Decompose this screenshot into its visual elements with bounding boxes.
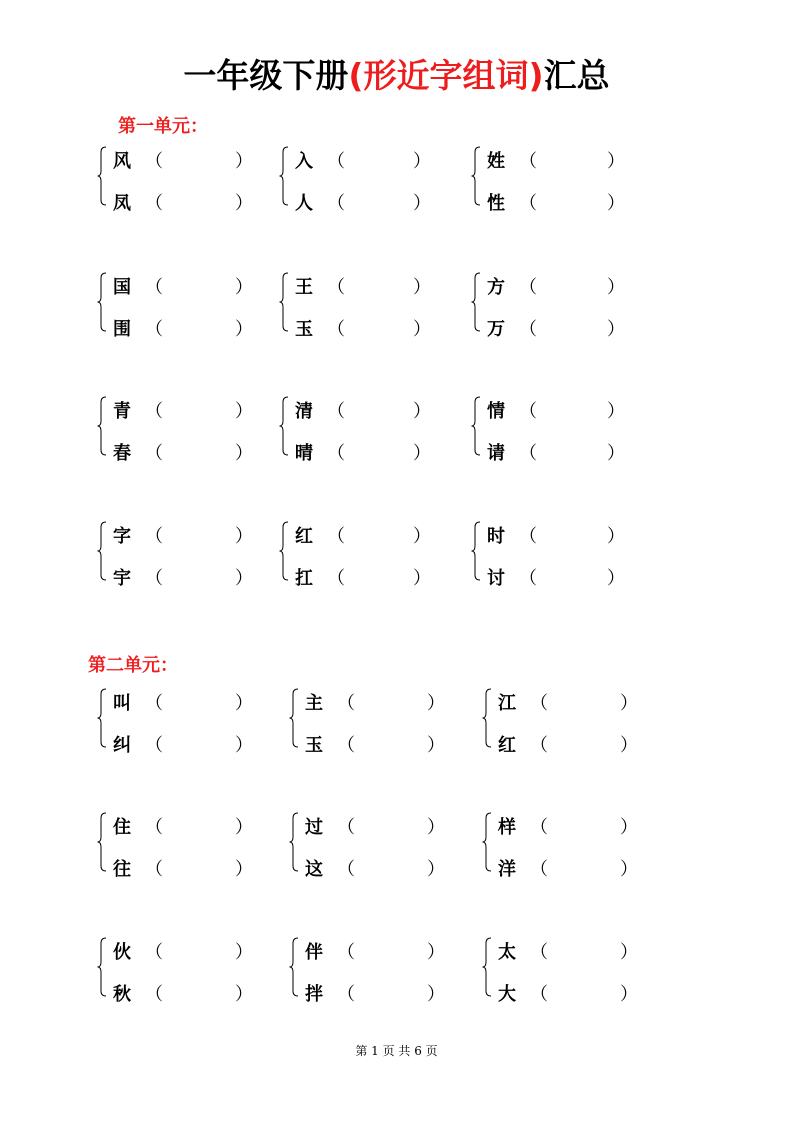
close-paren: ） bbox=[235, 735, 253, 756]
character: 主 bbox=[305, 693, 323, 714]
close-paren: ） bbox=[620, 817, 638, 838]
character: 国 bbox=[113, 277, 131, 298]
brace-icon bbox=[279, 396, 289, 456]
character: 讨 bbox=[487, 568, 505, 589]
word-blank-row[interactable] bbox=[113, 567, 253, 591]
page-footer: 第 1 页 共 6 页 bbox=[355, 1044, 438, 1058]
open-paren: （ bbox=[145, 401, 163, 422]
open-paren: （ bbox=[519, 319, 537, 340]
character: 秋 bbox=[113, 984, 131, 1005]
word-blank-row[interactable] bbox=[305, 692, 445, 716]
word-blank-row[interactable] bbox=[295, 567, 431, 591]
character: 宇 bbox=[113, 568, 131, 589]
word-pair-group bbox=[482, 941, 638, 1007]
character: 往 bbox=[113, 859, 131, 880]
character: 这 bbox=[305, 859, 323, 880]
word-pair-group bbox=[289, 816, 445, 882]
open-paren: （ bbox=[145, 443, 163, 464]
word-blank-row[interactable] bbox=[113, 525, 253, 549]
word-blank-row[interactable] bbox=[295, 400, 431, 424]
open-paren: （ bbox=[327, 151, 345, 172]
word-blank-row[interactable] bbox=[498, 941, 638, 965]
brace-icon bbox=[97, 521, 107, 581]
close-paren: ） bbox=[620, 693, 638, 714]
close-paren: ） bbox=[413, 319, 431, 340]
close-paren: ） bbox=[607, 151, 625, 172]
word-blank-row[interactable] bbox=[295, 276, 431, 300]
word-pair-group bbox=[97, 150, 253, 216]
word-pair-group bbox=[97, 692, 253, 758]
brace-icon bbox=[471, 272, 481, 332]
close-paren: ） bbox=[607, 277, 625, 298]
word-blank-row[interactable] bbox=[113, 816, 253, 840]
character: 扛 bbox=[295, 568, 313, 589]
close-paren: ） bbox=[235, 693, 253, 714]
character: 春 bbox=[113, 443, 131, 464]
character: 入 bbox=[295, 151, 313, 172]
close-paren: ） bbox=[427, 817, 445, 838]
open-paren: （ bbox=[337, 984, 355, 1005]
close-paren: ） bbox=[620, 942, 638, 963]
brace-icon bbox=[471, 396, 481, 456]
character: 玉 bbox=[295, 319, 313, 340]
close-paren: ） bbox=[235, 859, 253, 880]
open-paren: （ bbox=[530, 693, 548, 714]
word-blank-row[interactable] bbox=[498, 734, 638, 758]
word-blank-row[interactable] bbox=[305, 858, 445, 882]
open-paren: （ bbox=[327, 443, 345, 464]
character: 请 bbox=[487, 443, 505, 464]
open-paren: （ bbox=[327, 401, 345, 422]
character: 红 bbox=[295, 526, 313, 547]
word-pair-group bbox=[97, 400, 253, 466]
open-paren: （ bbox=[145, 817, 163, 838]
word-pair-group bbox=[471, 400, 625, 466]
word-blank-row[interactable] bbox=[295, 318, 431, 342]
close-paren: ） bbox=[607, 319, 625, 340]
close-paren: ） bbox=[235, 319, 253, 340]
character: 方 bbox=[487, 277, 505, 298]
character: 大 bbox=[498, 984, 516, 1005]
open-paren: （ bbox=[327, 526, 345, 547]
brace-icon bbox=[97, 396, 107, 456]
word-blank-row[interactable] bbox=[113, 692, 253, 716]
close-paren: ） bbox=[607, 568, 625, 589]
brace-icon bbox=[289, 812, 299, 872]
character: 情 bbox=[487, 401, 505, 422]
word-blank-row[interactable] bbox=[487, 192, 625, 216]
open-paren: （ bbox=[530, 942, 548, 963]
character: 过 bbox=[305, 817, 323, 838]
unit-2-heading: 第二单元： bbox=[88, 655, 178, 676]
brace-icon bbox=[97, 937, 107, 997]
word-pair-group bbox=[97, 276, 253, 342]
open-paren: （ bbox=[327, 568, 345, 589]
word-pair-group bbox=[279, 150, 429, 216]
word-blank-row[interactable] bbox=[487, 567, 625, 591]
word-blank-row[interactable] bbox=[113, 858, 253, 882]
character: 青 bbox=[113, 401, 131, 422]
close-paren: ） bbox=[607, 526, 625, 547]
brace-icon bbox=[482, 812, 492, 872]
close-paren: ） bbox=[235, 401, 253, 422]
close-paren: ） bbox=[427, 735, 445, 756]
open-paren: （ bbox=[145, 859, 163, 880]
close-paren: ） bbox=[607, 193, 625, 214]
brace-icon bbox=[279, 272, 289, 332]
character: 江 bbox=[498, 693, 516, 714]
word-blank-row[interactable] bbox=[113, 318, 253, 342]
brace-icon bbox=[279, 521, 289, 581]
word-blank-row[interactable] bbox=[498, 858, 638, 882]
word-blank-row[interactable] bbox=[295, 525, 431, 549]
open-paren: （ bbox=[145, 277, 163, 298]
character: 红 bbox=[498, 735, 516, 756]
title-highlight: (形近字组词) bbox=[348, 56, 544, 95]
word-blank-row[interactable] bbox=[487, 442, 625, 466]
word-blank-row[interactable] bbox=[305, 734, 445, 758]
open-paren: （ bbox=[145, 942, 163, 963]
open-paren: （ bbox=[337, 735, 355, 756]
open-paren: （ bbox=[145, 526, 163, 547]
page-title bbox=[0, 50, 793, 97]
close-paren: ） bbox=[413, 401, 431, 422]
brace-icon bbox=[482, 937, 492, 997]
open-paren: （ bbox=[519, 401, 537, 422]
brace-icon bbox=[482, 688, 492, 748]
character: 晴 bbox=[295, 443, 313, 464]
close-paren: ） bbox=[413, 193, 431, 214]
character: 伙 bbox=[113, 942, 131, 963]
open-paren: （ bbox=[145, 319, 163, 340]
word-pair-group bbox=[289, 692, 445, 758]
close-paren: ） bbox=[427, 984, 445, 1005]
brace-icon bbox=[97, 146, 107, 206]
word-blank-row[interactable] bbox=[305, 941, 445, 965]
close-paren: ） bbox=[620, 735, 638, 756]
word-blank-row[interactable] bbox=[295, 192, 431, 216]
character: 围 bbox=[113, 319, 131, 340]
word-blank-row[interactable] bbox=[487, 150, 625, 174]
word-pair-group bbox=[289, 941, 445, 1007]
word-pair-group bbox=[97, 816, 253, 882]
word-pair-group bbox=[471, 276, 625, 342]
unit-1-heading: 第一单元： bbox=[118, 116, 208, 137]
close-paren: ） bbox=[413, 568, 431, 589]
close-paren: ） bbox=[235, 193, 253, 214]
open-paren: （ bbox=[519, 526, 537, 547]
close-paren: ） bbox=[235, 817, 253, 838]
close-paren: ） bbox=[235, 942, 253, 963]
brace-icon bbox=[471, 146, 481, 206]
close-paren: ） bbox=[427, 693, 445, 714]
word-blank-row[interactable] bbox=[113, 400, 253, 424]
close-paren: ） bbox=[235, 568, 253, 589]
brace-icon bbox=[279, 146, 289, 206]
close-paren: ） bbox=[235, 443, 253, 464]
word-blank-row[interactable] bbox=[113, 276, 253, 300]
word-blank-row[interactable] bbox=[305, 816, 445, 840]
close-paren: ） bbox=[620, 859, 638, 880]
close-paren: ） bbox=[427, 942, 445, 963]
close-paren: ） bbox=[620, 984, 638, 1005]
brace-icon bbox=[471, 521, 481, 581]
word-pair-group bbox=[482, 692, 638, 758]
open-paren: （ bbox=[145, 151, 163, 172]
title-prefix: 一年级下册 bbox=[183, 56, 349, 95]
character: 风 bbox=[113, 151, 131, 172]
open-paren: （ bbox=[519, 151, 537, 172]
open-paren: （ bbox=[519, 193, 537, 214]
word-blank-row[interactable] bbox=[487, 318, 625, 342]
word-blank-row[interactable] bbox=[113, 150, 253, 174]
word-pair-group bbox=[482, 816, 638, 882]
character: 万 bbox=[487, 319, 505, 340]
brace-icon bbox=[97, 272, 107, 332]
close-paren: ） bbox=[235, 277, 253, 298]
word-blank-row[interactable] bbox=[487, 276, 625, 300]
brace-icon bbox=[97, 812, 107, 872]
word-blank-row[interactable] bbox=[498, 983, 638, 1007]
character: 太 bbox=[498, 942, 516, 963]
character: 住 bbox=[113, 817, 131, 838]
open-paren: （ bbox=[530, 859, 548, 880]
word-blank-row[interactable] bbox=[487, 525, 625, 549]
open-paren: （ bbox=[519, 443, 537, 464]
character: 玉 bbox=[305, 735, 323, 756]
character: 凤 bbox=[113, 193, 131, 214]
character: 清 bbox=[295, 401, 313, 422]
open-paren: （ bbox=[519, 568, 537, 589]
open-paren: （ bbox=[337, 859, 355, 880]
brace-icon bbox=[289, 937, 299, 997]
word-blank-row[interactable] bbox=[113, 442, 253, 466]
close-paren: ） bbox=[235, 984, 253, 1005]
open-paren: （ bbox=[337, 817, 355, 838]
open-paren: （ bbox=[530, 735, 548, 756]
open-paren: （ bbox=[145, 568, 163, 589]
word-pair-group bbox=[279, 525, 429, 591]
open-paren: （ bbox=[327, 277, 345, 298]
open-paren: （ bbox=[145, 193, 163, 214]
close-paren: ） bbox=[413, 526, 431, 547]
open-paren: （ bbox=[145, 735, 163, 756]
close-paren: ） bbox=[413, 277, 431, 298]
character: 拌 bbox=[305, 984, 323, 1005]
character: 纠 bbox=[113, 735, 131, 756]
character: 性 bbox=[487, 193, 505, 214]
character: 洋 bbox=[498, 859, 516, 880]
word-blank-row[interactable] bbox=[498, 816, 638, 840]
close-paren: ） bbox=[413, 443, 431, 464]
close-paren: ） bbox=[607, 401, 625, 422]
character: 姓 bbox=[487, 151, 505, 172]
character: 伴 bbox=[305, 942, 323, 963]
close-paren: ） bbox=[413, 151, 431, 172]
close-paren: ） bbox=[607, 443, 625, 464]
word-pair-group bbox=[471, 525, 625, 591]
word-blank-row[interactable] bbox=[113, 192, 253, 216]
word-blank-row[interactable] bbox=[295, 442, 431, 466]
close-paren: ） bbox=[235, 151, 253, 172]
word-pair-group bbox=[279, 400, 429, 466]
word-pair-group bbox=[279, 276, 429, 342]
word-blank-row[interactable] bbox=[498, 692, 638, 716]
character: 人 bbox=[295, 193, 313, 214]
word-blank-row[interactable] bbox=[305, 983, 445, 1007]
open-paren: （ bbox=[327, 319, 345, 340]
character: 王 bbox=[295, 277, 313, 298]
open-paren: （ bbox=[327, 193, 345, 214]
open-paren: （ bbox=[145, 693, 163, 714]
word-pair-group bbox=[97, 941, 253, 1007]
brace-icon bbox=[97, 688, 107, 748]
word-blank-row[interactable] bbox=[113, 941, 253, 965]
close-paren: ） bbox=[427, 859, 445, 880]
word-blank-row[interactable] bbox=[113, 983, 253, 1007]
word-blank-row[interactable] bbox=[295, 150, 431, 174]
close-paren: ） bbox=[235, 526, 253, 547]
word-pair-group bbox=[471, 150, 625, 216]
open-paren: （ bbox=[530, 817, 548, 838]
character: 叫 bbox=[113, 693, 131, 714]
open-paren: （ bbox=[530, 984, 548, 1005]
word-blank-row[interactable] bbox=[487, 400, 625, 424]
brace-icon bbox=[289, 688, 299, 748]
character: 字 bbox=[113, 526, 131, 547]
character: 样 bbox=[498, 817, 516, 838]
open-paren: （ bbox=[337, 942, 355, 963]
word-pair-group bbox=[97, 525, 253, 591]
word-blank-row[interactable] bbox=[113, 734, 253, 758]
open-paren: （ bbox=[145, 984, 163, 1005]
open-paren: （ bbox=[337, 693, 355, 714]
open-paren: （ bbox=[519, 277, 537, 298]
character: 时 bbox=[487, 526, 505, 547]
title-suffix: 汇总 bbox=[543, 56, 610, 95]
